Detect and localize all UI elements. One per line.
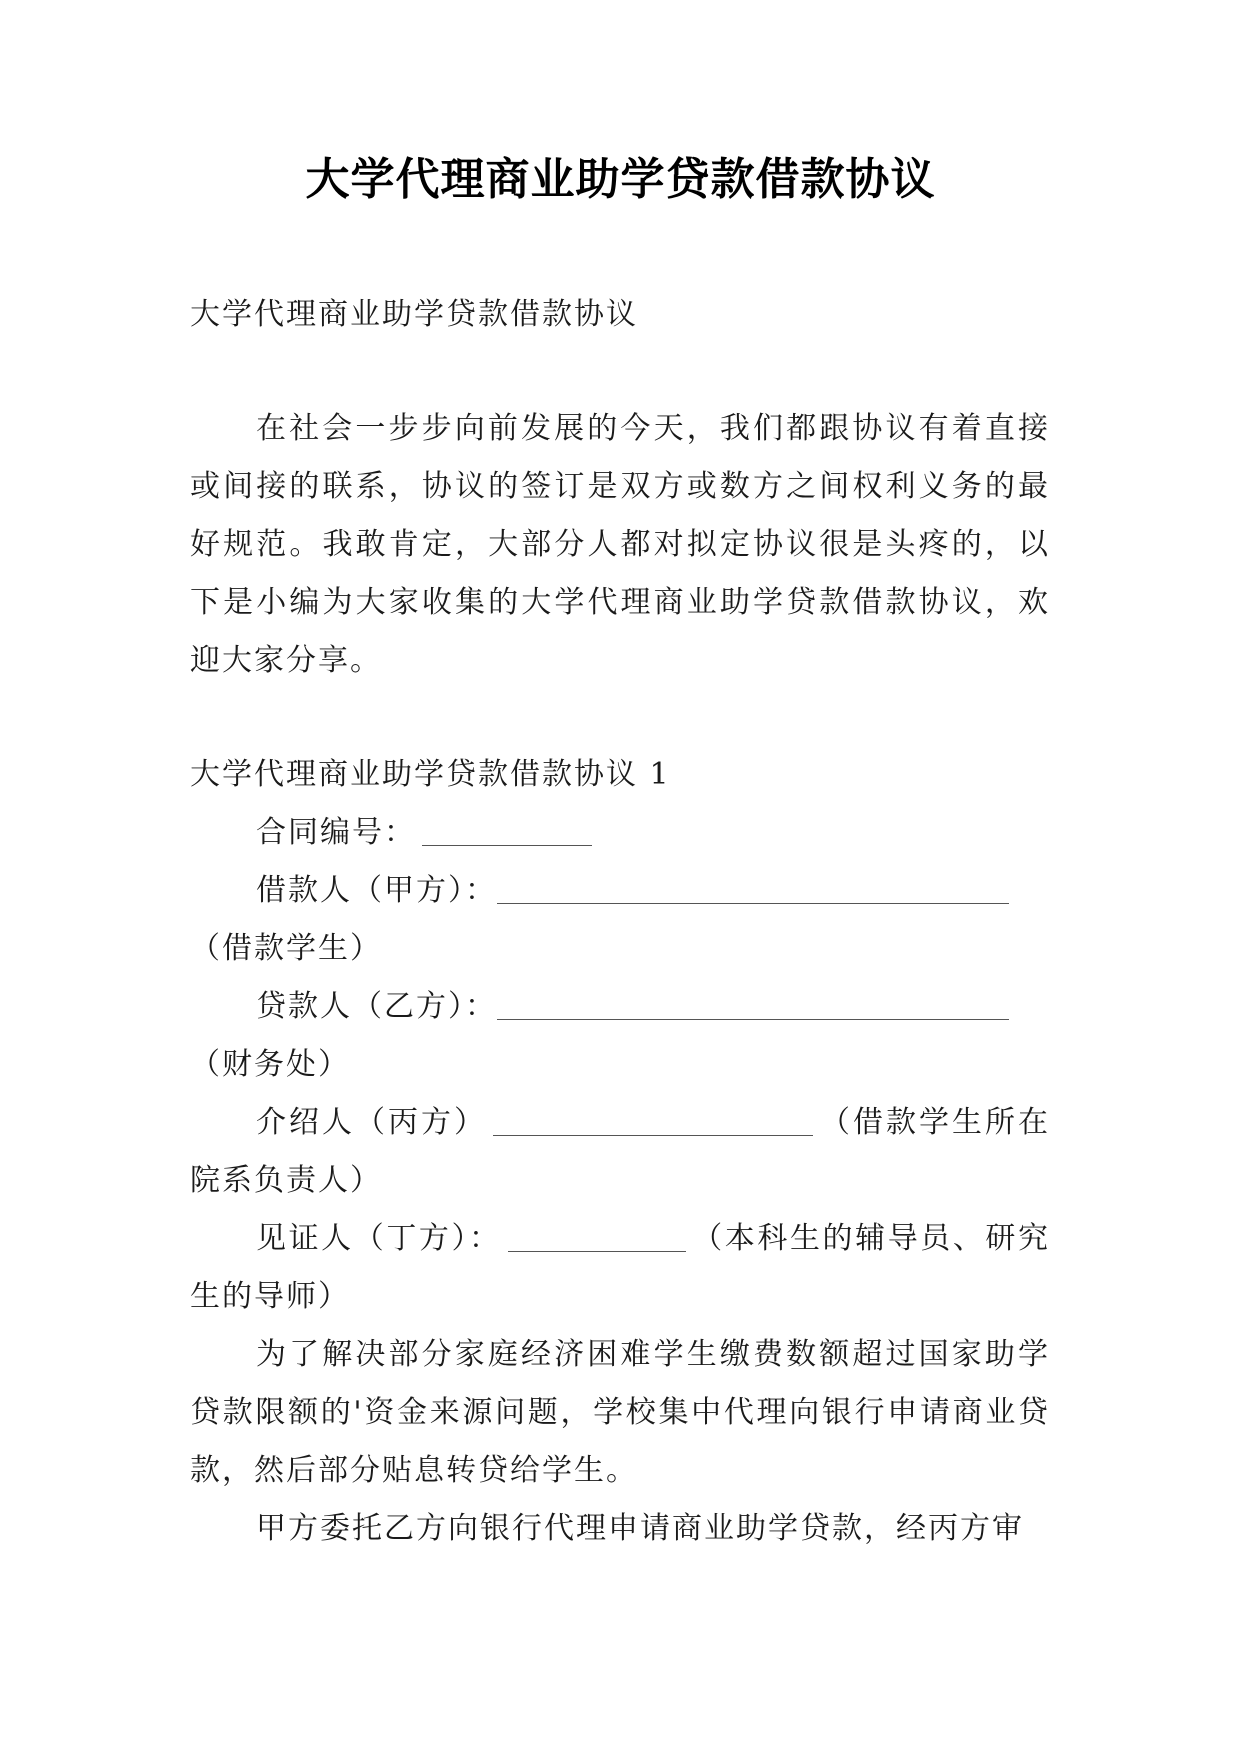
introducer-note: （借款学生所在院系负责人）	[190, 1105, 1050, 1198]
witness-note: （本科生的辅导员、研究生的导师）	[190, 1221, 1051, 1314]
contract-number-blank	[422, 815, 592, 846]
document-subtitle: 大学代理商业助学贷款借款协议	[190, 297, 638, 332]
contract-number-line	[190, 804, 1050, 862]
intro-paragraph: 在社会一步步向前发展的今天，我们都跟协议有着直接或间接的联系，协议的签订是双方或数方之间权利义务的最好规范。我敢肯定，大部分人都对拟定协议很是头疼的，以下是小编为大家收集的大学代理商业助学贷款借款协议，欢迎大家分享。	[190, 411, 1050, 678]
witness-blank	[508, 1221, 686, 1252]
borrower-label: 借款人（甲方）：	[256, 873, 497, 908]
borrower-note: （借款学生）	[190, 931, 382, 966]
document-title: 大学代理商业助学贷款借款协议	[305, 154, 936, 205]
purpose-paragraph: 为了解决部分家庭经济困难学生缴费数额超过国家助学贷款限额的'资金来源问题，学校集中代理向银行申请商业贷款，然后部分贴息转贷给学生。	[190, 1337, 1050, 1488]
introducer-line	[190, 1094, 1050, 1210]
witness-line	[190, 1210, 1050, 1326]
document-body	[190, 286, 1050, 1558]
borrower-line	[190, 862, 1050, 920]
introducer-blank	[493, 1105, 813, 1136]
lender-note: （财务处）	[190, 1047, 350, 1082]
contract-number-label: 合同编号：	[256, 815, 416, 850]
borrower-blank	[497, 873, 1009, 904]
entrust-paragraph: 甲方委托乙方向银行代理申请商业助学贷款，经丙方审	[256, 1511, 1024, 1546]
lender-blank	[497, 989, 1009, 1020]
lender-line	[190, 978, 1050, 1036]
lender-label: 贷款人（乙方）：	[256, 989, 497, 1024]
witness-label: 见证人（丁方）：	[256, 1221, 502, 1256]
section-heading: 大学代理商业助学贷款借款协议 1	[190, 757, 671, 792]
introducer-label: 介绍人（丙方）	[256, 1105, 487, 1140]
